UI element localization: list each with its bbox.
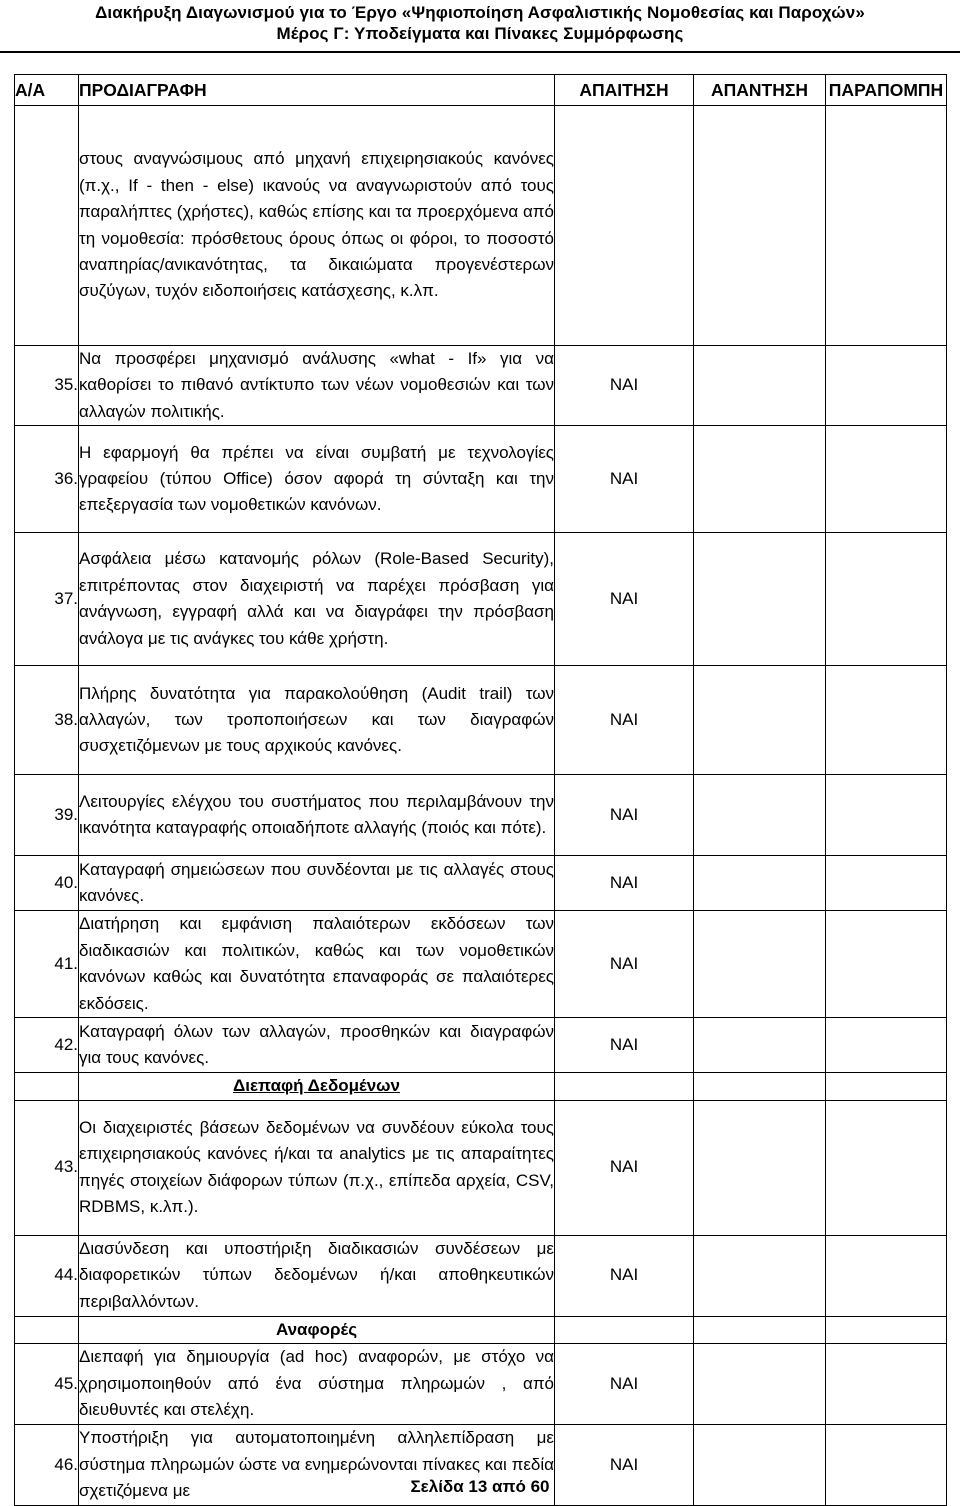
table-section-row — [15, 1073, 947, 1100]
row-number: 35. — [15, 346, 79, 426]
row-specification: Οι διαχειριστές βάσεων δεδομένων να συνδέουν εύκολα τους επιχειρησιακούς κανόνες ή/και τα analytics με τις απαραίτητες πηγές στοιχείων διάφορων τύπων (π.χ., επίπεδα αρχεία, CSV, RDBMS, κ.λπ.). — [79, 1100, 555, 1235]
row-specification: Να προσφέρει μηχανισμό ανάλυσης «what - If» για να καθορίσει το πιθανό αντίκτυπο των νέων νομοθεσιών και των αλλαγών πολιτικής. — [79, 346, 555, 426]
row-answer — [694, 106, 826, 346]
row-answer — [694, 1073, 826, 1100]
row-specification: Καταγραφή σημειώσεων που συνδέονται με τις αλλαγές στους κανόνες. — [79, 856, 555, 911]
row-specification: Ασφάλεια μέσω κατανομής ρόλων (Role-Based Security), επιτρέποντας στον διαχειριστή να παρέχει πρόσβαση για ανάγνωση, εγγραφή αλλά και να διαγράφει την πρόσβαση ανάλογα με τις ανάγκες του κάθε χρήστη. — [79, 533, 555, 666]
row-answer — [694, 1344, 826, 1425]
row-specification: Πλήρης δυνατότητα για παρακολούθηση (Audit trail) των αλλαγών, των τροποποιήσεων και των διαγραφών συσχετιζόμενων με τους αρχικούς κανόνες. — [79, 666, 555, 775]
table-row — [15, 1344, 947, 1425]
table-section-row — [15, 1316, 947, 1343]
section-heading-data-interface: Διεπαφή Δεδομένων — [79, 1073, 555, 1100]
row-number — [15, 106, 79, 346]
row-answer — [694, 1235, 826, 1316]
row-specification: Υποστήριξη για αυτοματοποιημένη αλληλεπίδραση με σύστημα πληρωμών ώστε να ενημερώνονται πίνακες και πεδία σχετιζόμενα με — [79, 1425, 555, 1506]
row-answer — [694, 856, 826, 911]
row-reference — [826, 1073, 947, 1100]
row-requirement: ΝΑΙ — [555, 426, 694, 533]
table-row — [15, 775, 947, 856]
row-number: 43. — [15, 1100, 79, 1235]
row-reference — [826, 1018, 947, 1073]
row-number: 46. — [15, 1425, 79, 1506]
column-header-specification: ΠΡΟΔΙΑΓΡΑΦΗ — [79, 75, 555, 106]
table-row — [15, 666, 947, 775]
row-specification: Η εφαρμογή θα πρέπει να είναι συμβατή με τεχνολογίες γραφείου (τύπου Office) όσον αφορά τη σύνταξη και την επεξεργασία των νομοθετικών κανόνων. — [79, 426, 555, 533]
row-number: 38. — [15, 666, 79, 775]
table-row — [15, 911, 947, 1018]
row-reference — [826, 533, 947, 666]
row-number: 44. — [15, 1235, 79, 1316]
row-number: 36. — [15, 426, 79, 533]
table-row — [15, 1100, 947, 1235]
row-requirement: ΝΑΙ — [555, 775, 694, 856]
row-requirement: ΝΑΙ — [555, 533, 694, 666]
row-number: 41. — [15, 911, 79, 1018]
table-row — [15, 346, 947, 426]
document-header-title: Διακήρυξη Διαγωνισμού για το Έργο «Ψηφιοποίηση Ασφαλιστικής Νομοθεσίας και Παροχών» — [95, 3, 865, 22]
row-answer — [694, 911, 826, 1018]
row-reference — [826, 426, 947, 533]
row-specification: Διατήρηση και εμφάνιση παλαιότερων εκδόσεων των διαδικασιών και πολιτικών, καθώς και των νομοθετικών κανόνων καθώς και δυνατότητα επαναφοράς σε παλαιότερες εκδόσεις. — [79, 911, 555, 1018]
table-row — [15, 1018, 947, 1073]
page-number-footer: Σελίδα 13 από 60 — [410, 1477, 550, 1496]
row-number — [15, 1316, 79, 1343]
row-answer — [694, 426, 826, 533]
row-reference — [826, 346, 947, 426]
row-number: 40. — [15, 856, 79, 911]
row-reference — [826, 911, 947, 1018]
header-rule — [0, 51, 960, 53]
row-requirement: ΝΑΙ — [555, 1235, 694, 1316]
row-requirement: ΝΑΙ — [555, 856, 694, 911]
row-number: 37. — [15, 533, 79, 666]
row-specification: στους αναγνώσιμους από μηχανή επιχειρησιακούς κανόνες (π.χ., If - then - else) ικανούς να αναγνωριστούν από τους παραλήπτες (χρήστες), καθώς επίσης και τα προερχόμενα από τη νομοθεσία: πρόσθετους όρους όπως οι φόροι, το ποσοστό αναπηρίας/ανικανότητας, τα δικαιώματα προγενέστερων συζύγων, τυχόν ειδοποιήσεις κατάσχεσης, κ.λπ. — [79, 106, 555, 346]
table-row — [15, 856, 947, 911]
compliance-table — [14, 74, 947, 1506]
table-row — [15, 533, 947, 666]
table-row-continuation — [15, 106, 947, 346]
column-header-aa: Α/Α — [15, 75, 79, 106]
row-requirement: ΝΑΙ — [555, 1100, 694, 1235]
row-reference — [826, 1344, 947, 1425]
row-reference — [826, 775, 947, 856]
section-heading-reports: Αναφορές — [79, 1316, 555, 1343]
row-number: 39. — [15, 775, 79, 856]
row-specification: Λειτουργίες ελέγχου του συστήματος που περιλαμβάνουν την ικανότητα καταγραφής οποιαδήποτε αλλαγής (ποιός και πότε). — [79, 775, 555, 856]
row-reference — [826, 1316, 947, 1343]
row-requirement: ΝΑΙ — [555, 1425, 694, 1506]
row-requirement: ΝΑΙ — [555, 346, 694, 426]
row-answer — [694, 1018, 826, 1073]
column-header-answer: ΑΠΑΝΤΗΣΗ — [694, 75, 826, 106]
table-row — [15, 426, 947, 533]
row-requirement: ΝΑΙ — [555, 911, 694, 1018]
row-specification: Διεπαφή για δημιουργία (ad hoc) αναφορών, με στόχο να χρησιμοποιηθούν από ένα σύστημα πληρωμών , από διευθυντές και στελέχη. — [79, 1344, 555, 1425]
row-reference — [826, 666, 947, 775]
row-number — [15, 1073, 79, 1100]
row-requirement — [555, 1316, 694, 1343]
document-header-subtitle: Μέρος Γ: Υποδείγματα και Πίνακες Συμμόρφωσης — [276, 24, 684, 43]
row-requirement: ΝΑΙ — [555, 1344, 694, 1425]
column-header-requirement: ΑΠΑΙΤΗΣΗ — [555, 75, 694, 106]
row-answer — [694, 346, 826, 426]
row-answer — [694, 1316, 826, 1343]
row-reference — [826, 856, 947, 911]
row-answer — [694, 775, 826, 856]
row-requirement — [555, 1073, 694, 1100]
row-answer — [694, 1100, 826, 1235]
row-number: 45. — [15, 1344, 79, 1425]
column-header-reference: ΠΑΡΑΠΟΜΠΗ — [826, 75, 947, 106]
row-answer — [694, 666, 826, 775]
row-answer — [694, 533, 826, 666]
row-reference — [826, 1235, 947, 1316]
row-requirement: ΝΑΙ — [555, 666, 694, 775]
table-header-row — [15, 75, 947, 106]
table-row — [15, 1235, 947, 1316]
row-reference — [826, 1100, 947, 1235]
row-requirement — [555, 106, 694, 346]
row-reference — [826, 106, 947, 346]
row-requirement: ΝΑΙ — [555, 1018, 694, 1073]
row-specification: Καταγραφή όλων των αλλαγών, προσθηκών και διαγραφών για τους κανόνες. — [79, 1018, 555, 1073]
row-specification: Διασύνδεση και υποστήριξη διαδικασιών συνδέσεων με διαφορετικών τύπων δεδομένων ή/και αποθηκευτικών περιβαλλόντων. — [79, 1235, 555, 1316]
row-number: 42. — [15, 1018, 79, 1073]
